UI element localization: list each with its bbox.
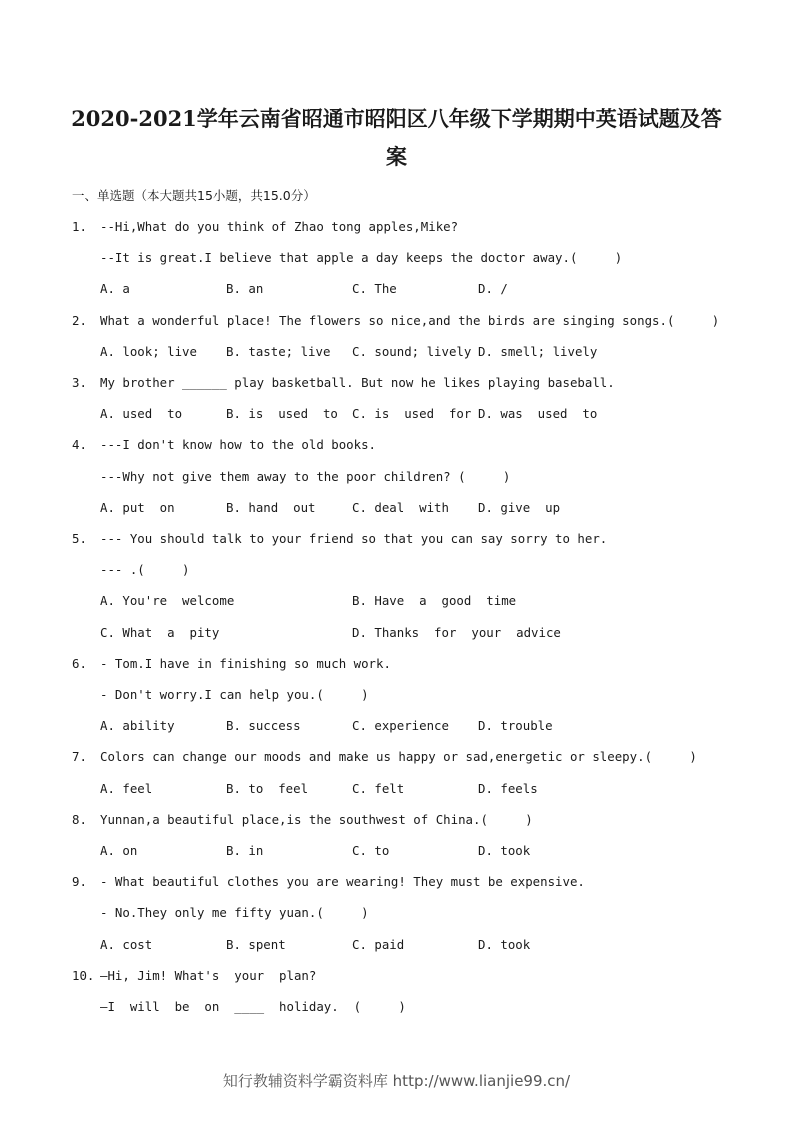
section-heading: 一、单选题（本大题共15小题，共15.0分）	[72, 188, 316, 203]
question-number: 3.	[72, 375, 87, 390]
question-number: 2.	[72, 313, 87, 328]
option-b: B. taste; live	[226, 344, 331, 359]
question-text: —Hi, Jim! What's your plan?	[100, 968, 317, 983]
option-a: A. look; live	[100, 344, 197, 359]
option-a: A. a	[100, 281, 130, 296]
question-text: ---Why not give them away to the poor children? ( )	[100, 469, 511, 484]
question-text: —I will be on ____ holiday. ( )	[100, 999, 406, 1014]
question-text: --Hi,What do you think of Zhao tong apples,Mike?	[100, 219, 459, 234]
option-d: D. /	[478, 281, 508, 296]
option-a: A. on	[100, 843, 138, 858]
option-c: C. to	[352, 843, 390, 858]
option-d: D. give up	[478, 500, 561, 515]
question-text: - No.They only me fifty yuan.( )	[100, 905, 369, 920]
option-d: D. trouble	[478, 718, 553, 733]
option-c: C. sound; lively	[352, 344, 472, 359]
option-d: D. took	[478, 843, 531, 858]
question-number: 4.	[72, 437, 87, 452]
question-number: 9.	[72, 874, 87, 889]
option-a: A. put on	[100, 500, 175, 515]
option-c: C. What a pity	[100, 625, 220, 640]
option-b: B. to feel	[226, 781, 309, 796]
option-d: D. took	[478, 937, 531, 952]
option-c: C. felt	[352, 781, 405, 796]
option-c: C. paid	[352, 937, 405, 952]
title-line-1: 2020-2021学年云南省昭通市昭阳区八年级下学期期中英语试题及答	[71, 106, 722, 131]
option-d: D. Thanks for your advice	[352, 625, 561, 640]
option-a: A. used to	[100, 406, 183, 421]
question-text: What a wonderful place! The flowers so nice,and the birds are singing songs.( )	[100, 313, 720, 328]
option-a: A. ability	[100, 718, 175, 733]
title-line-2: 案	[386, 144, 407, 169]
option-b: B. hand out	[226, 500, 316, 515]
question-text: - Don't worry.I can help you.( )	[100, 687, 369, 702]
document-title	[60, 100, 733, 176]
option-d: D. smell; lively	[478, 344, 598, 359]
option-b: B. an	[226, 281, 264, 296]
question-text: - What beautiful clothes you are wearing! They must be expensive.	[100, 874, 585, 889]
option-d: D. feels	[478, 781, 538, 796]
option-b: B. is used to	[226, 406, 338, 421]
option-b: B. success	[226, 718, 301, 733]
question-text: ---I don't know how to the old books.	[100, 437, 377, 452]
question-text: --- .( )	[100, 562, 190, 577]
question-text: --It is great.I believe that apple a day keeps the doctor away.( )	[100, 250, 623, 265]
option-c: C. The	[352, 281, 397, 296]
option-b: B. in	[226, 843, 264, 858]
option-a: A. feel	[100, 781, 153, 796]
question-text: My brother ______ play basketball. But now he likes playing baseball.	[100, 375, 615, 390]
question-number: 5.	[72, 531, 87, 546]
option-c: C. experience	[352, 718, 449, 733]
question-text: Colors can change our moods and make us happy or sad,energetic or sleepy.( )	[100, 749, 697, 764]
question-number: 7.	[72, 749, 87, 764]
option-c: C. is used for	[352, 406, 472, 421]
option-d: D. was used to	[478, 406, 598, 421]
option-a: A. You're welcome	[100, 593, 235, 608]
option-c: C. deal with	[352, 500, 449, 515]
option-a: A. cost	[100, 937, 153, 952]
question-text: --- You should talk to your friend so that you can say sorry to her.	[100, 531, 608, 546]
option-b: B. Have a good time	[352, 593, 517, 608]
question-number: 10.	[72, 968, 95, 983]
option-b: B. spent	[226, 937, 286, 952]
question-number: 8.	[72, 812, 87, 827]
question-text: Yunnan,a beautiful place,is the southwest of China.( )	[100, 812, 533, 827]
question-number: 1.	[72, 219, 87, 234]
footer-watermark: 知行教辅资料学霸资料库 http://www.lianjie99.cn/	[222, 1072, 571, 1090]
question-text: - Tom.I have in finishing so much work.	[100, 656, 391, 671]
question-number: 6.	[72, 656, 87, 671]
